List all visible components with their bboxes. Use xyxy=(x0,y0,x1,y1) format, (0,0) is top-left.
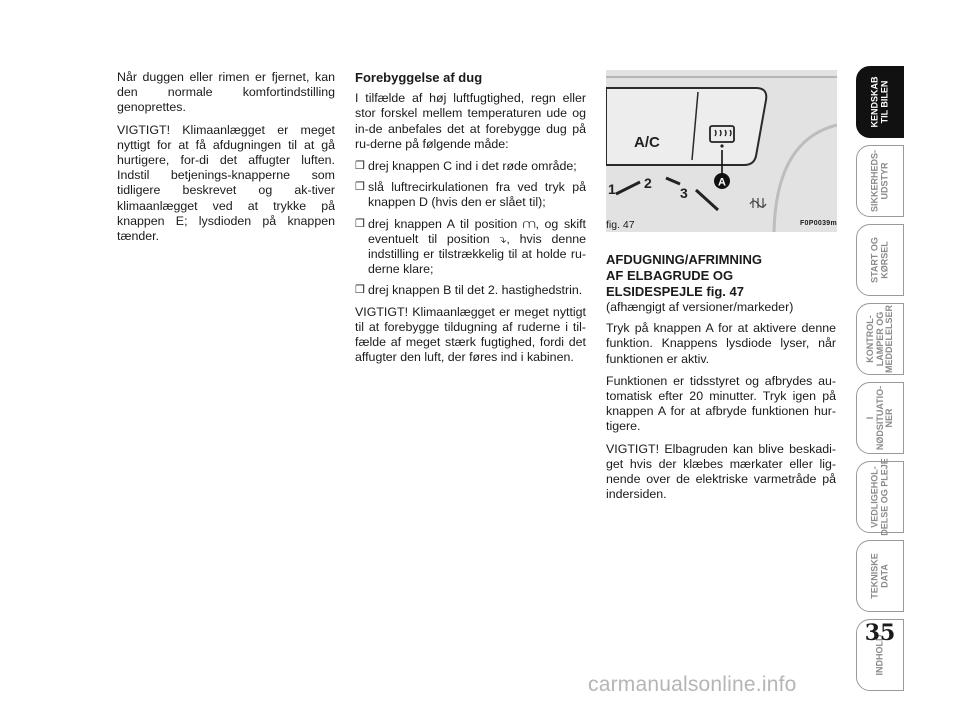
list-item xyxy=(355,283,586,298)
list-item-text: slå luftrecirkulationen fra ved tryk på knappen D (hvis den er slået til); xyxy=(368,180,586,210)
callout-label: A xyxy=(718,176,726,189)
chapter-tabs xyxy=(856,66,904,698)
heading-line: AFDUGNING/AFRIMNING xyxy=(606,252,762,267)
watermark: carmanualsonline.info xyxy=(588,673,797,696)
paragraph: I tilfælde af høj luftfugtighed, regn eller stor forskel mellem temperaturen ude og in-de anbefales det at forebygge dug på ru-derne på følgende måde: xyxy=(355,91,586,151)
figure-code: F0P0039m xyxy=(799,220,837,227)
section-heading xyxy=(606,252,836,300)
checkbox-bullet-icon: ❒ xyxy=(355,217,365,230)
page-number: 35 xyxy=(864,620,896,646)
subheading: (afhængigt af versioner/markeder) xyxy=(606,300,794,314)
paragraph: Funktionen er tidsstyret og afbrydes au-tomatisk efter 20 minutter. Tryk igen på knappen A for at afbryde funktionen hur-tigere. xyxy=(606,373,836,434)
paragraph: Når duggen eller rimen er fjernet, kan den normale komfortindstilling genoprettes. xyxy=(117,70,335,115)
led-indicator xyxy=(720,144,723,147)
list-item-text: drej knappen A til position ⩋, og skift eventuelt til position ⤵, hvis denne indstilling er tilstrækkelig til at holde ru-derne klare; xyxy=(368,216,586,277)
checkbox-bullet-icon: ❒ xyxy=(355,284,365,297)
text-column-1 xyxy=(117,70,335,251)
heading-line: AF ELBAGRUDE OG xyxy=(606,268,734,283)
figure-label: fig. 47 xyxy=(606,219,635,231)
text-column-3 xyxy=(606,252,836,509)
tab-start-og-korsel[interactable]: START OG KØRSEL xyxy=(856,224,904,296)
windscreen-defrost-icon xyxy=(750,198,766,208)
tab-vedligeholdelse[interactable]: VEDLIGEHOL- DELSE OG PLEJE xyxy=(856,461,904,533)
checkbox-bullet-icon: ❒ xyxy=(355,160,365,173)
heading-line: ELSIDESPEJLE fig. 47 xyxy=(606,284,744,299)
text-column-2 xyxy=(355,70,586,372)
ac-label: A/C xyxy=(634,134,660,151)
tab-nodsituationer[interactable]: I NØDSITUATIO- NER xyxy=(856,382,904,454)
section-heading: Forebyggelse af dug xyxy=(355,70,483,85)
list-item xyxy=(355,180,586,210)
list-item-text: drej knappen B til det 2. hastighedstrin. xyxy=(368,283,583,298)
tab-indhold[interactable]: INDHOLD xyxy=(856,619,904,691)
control-panel-figure xyxy=(606,70,837,232)
figure-caption xyxy=(606,219,837,231)
paragraph-important: VIGTIGT! Klimaanlægget er meget nyttigt til at forebygge tildugning af ruderne i til-fælde af meget stærk fugtighed, fordi det affugter den luft, der føres ind i kabinen. xyxy=(355,304,586,365)
paragraph: Tryk på knappen A for at aktivere denne funktion. Knappens lysdiode lyser, når funktionen er aktiv. xyxy=(606,321,836,366)
list-item xyxy=(355,159,586,174)
paragraph-important: VIGTIGT! Klimaanlægget er meget nyttigt for at få afdugningen til at gå hurtigere, for-di det affugter luften. Indstil betjenings-knapperne som tidligere beskrevet og ak-tiver klimaanlægget ved at trykke på knappen E; lysdioden på knappen tænder. xyxy=(117,122,335,244)
tab-sikkerhedsudstyr[interactable]: SIKKERHEDS- UDSTYR xyxy=(856,145,904,217)
dial-number-3: 3 xyxy=(680,185,688,201)
tab-tekniske-data[interactable]: TEKNISKE DATA xyxy=(856,540,904,612)
tab-kontrollamper[interactable]: KONTROL- LAMPER OG MEDDELELSER xyxy=(856,303,904,375)
dial-number-2: 2 xyxy=(644,175,652,191)
tab-kendskab-til-bilen[interactable]: KENDSKAB TIL BILEN xyxy=(856,66,904,138)
dial-number-1: 1 xyxy=(608,181,616,197)
ac-button-panel xyxy=(606,88,766,165)
list-item-text: drej knappen C ind i det røde område; xyxy=(368,159,577,174)
checkbox-bullet-icon: ❒ xyxy=(355,181,365,194)
list-item xyxy=(355,217,586,278)
paragraph-important: VIGTIGT! Elbagruden kan blive beskadi-get hvis der klæbes mærkater eller lig-nende over de elektriske varmetråde på indersiden. xyxy=(606,441,836,502)
